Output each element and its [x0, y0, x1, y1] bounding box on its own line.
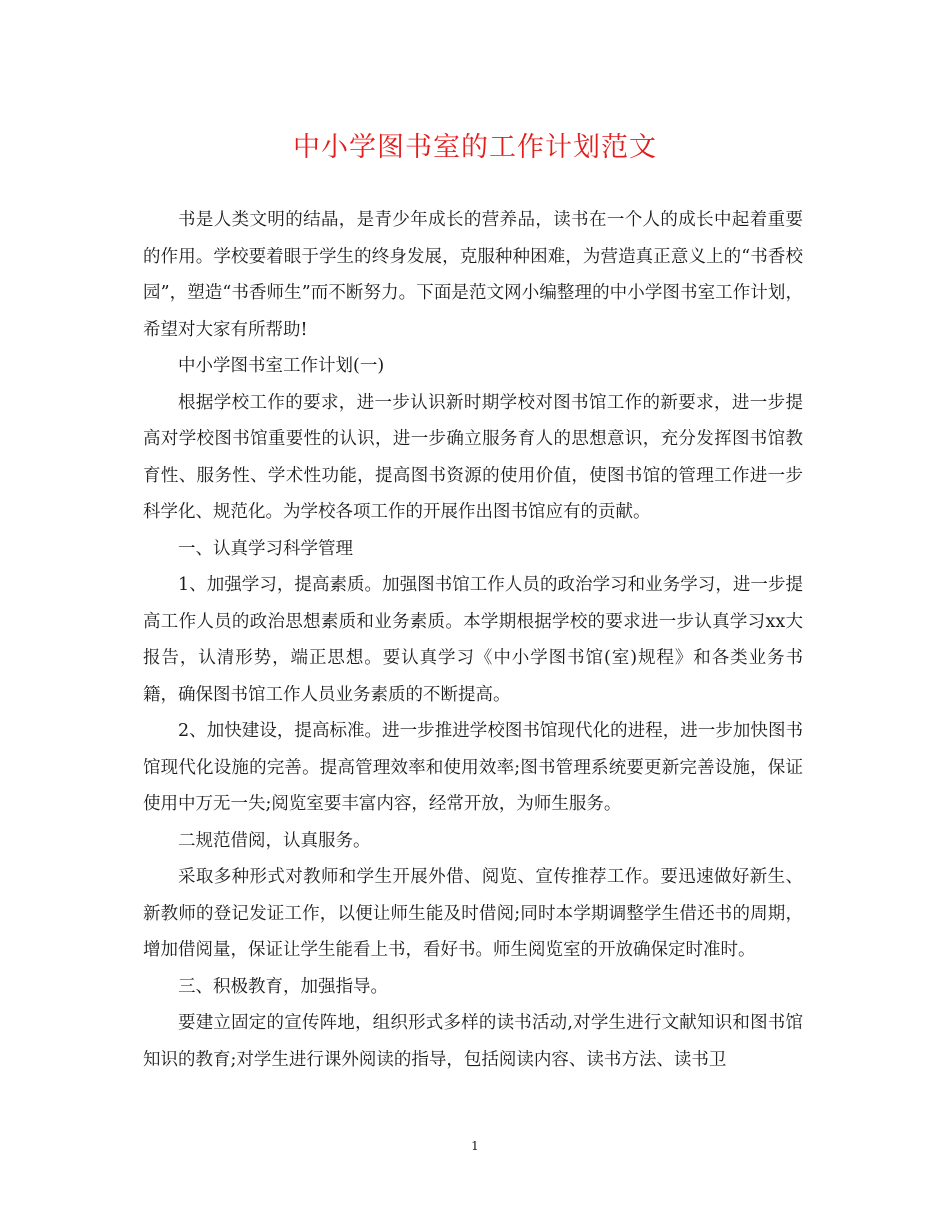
- paragraph-intro: 书是人类文明的结晶，是青少年成长的营养品，读书在一个人的成长中起着重要的作用。学校要着眼于学生的终身发展，克服种种困难，为营造真正意义上的“书香校园”，塑造“书香师生”而不断努力。下面是范文网小编整理的中小学图书室工作计划，希望对大家有所帮助!: [143, 210, 803, 340]
- document-title: 中小学图书室的工作计划范文: [293, 132, 657, 163]
- paragraph-education-guidance: 要建立固定的宣传阵地，组织形式多样的读书活动,对学生进行文献知识和图书馆知识的教育;对学生进行课外阅读的指导，包括阅读内容、读书方法、读书卫: [143, 1013, 803, 1070]
- document-body: [143, 202, 803, 1078]
- section-heading-plan-1: 中小学图书室工作计划(一): [178, 356, 385, 376]
- page-number: 1: [471, 1139, 479, 1153]
- section-heading-borrowing-service: 二规范借阅，认真服务。: [178, 830, 371, 851]
- paragraph-strengthen-study: 1、加强学习，提高素质。加强图书馆工作人员的政治学习和业务学习，进一步提高工作人员的政治思想素质和业务素质。本学期根据学校的要求进一步认真学习xx大报告，认清形势，端正思想。要认真学习《中小学图书馆(室)规程》和各类业务书籍，确保图书馆工作人员业务素质的不断提高。: [143, 575, 803, 705]
- paragraph-accelerate-construction: 2、加快建设，提高标准。进一步推进学校图书馆现代化的进程，进一步加快图书馆现代化设施的完善。提高管理效率和使用效率;图书管理系统要更新完善设施，保证使用中万无一失;阅览室要丰富内容，经常开放，为师生服务。: [143, 721, 803, 814]
- section-heading-education-guidance: 三、积极教育，加强指导。: [178, 976, 388, 997]
- paragraph-plan-overview: 根据学校工作的要求，进一步认识新时期学校对图书馆工作的新要求，进一步提高对学校图书馆重要性的认识，进一步确立服务育人的思想意识，充分发挥图书馆教育性、服务性、学术性功能，提高图书资源的使用价值，使图书馆的管理工作进一步科学化、规范化。为学校各项工作的开展作出图书馆应有的贡献。: [143, 392, 803, 522]
- paragraph-borrowing-service: 采取多种形式对教师和学生开展外借、阅览、宣传推荐工作。要迅速做好新生、新教师的登记发证工作，以便让师生能及时借阅;同时本学期调整学生借还书的周期，增加借阅量，保证让学生能看上书，看好书。师生阅览室的开放确保定时准时。: [143, 867, 803, 960]
- section-heading-study-management: 一、认真学习科学管理: [178, 538, 353, 559]
